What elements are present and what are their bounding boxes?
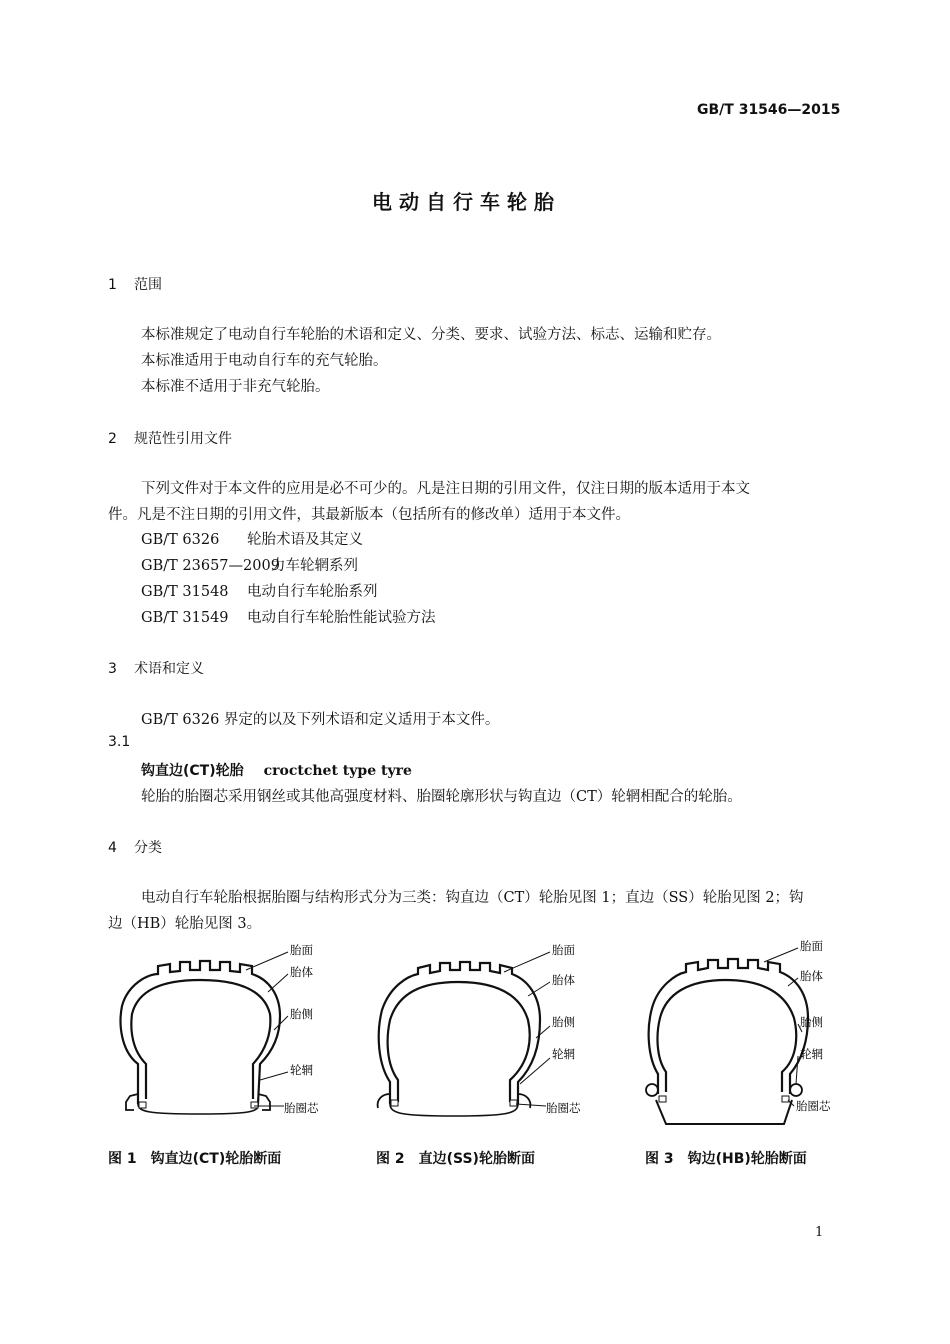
- term-definition: 轮胎的胎圈芯采用钢丝或其他高强度材料、胎圈轮廓形状与钩直边（CT）轮辋相配合的轮胎。: [141, 789, 742, 805]
- caption-text: 直边(SS)轮胎断面: [418, 1151, 535, 1167]
- standard-number: GB/T 31546—2015: [697, 102, 841, 118]
- reference-title: 电动自行车轮胎性能试验方法: [247, 610, 436, 626]
- term-heading: [141, 760, 412, 780]
- figure-1-caption: [108, 1148, 281, 1168]
- caption-text: 钩直边(CT)轮胎断面: [150, 1151, 282, 1167]
- section-number: 3: [108, 661, 117, 677]
- label-rim: 轮辋: [290, 1063, 313, 1077]
- page-title: 电动自行车轮胎: [372, 190, 561, 214]
- tyre-outline: [378, 962, 540, 1116]
- term-english: croctchet type tyre: [263, 763, 412, 779]
- caption-number: 图 3: [645, 1151, 674, 1167]
- label-sidewall: 胎侧: [552, 1015, 575, 1029]
- label-tread: 胎面: [552, 943, 575, 957]
- reference-item: [141, 606, 436, 627]
- section-1-heading: [108, 274, 162, 294]
- reference-title: 力车轮辋系列: [271, 558, 358, 574]
- figure-3-caption: [645, 1148, 807, 1168]
- paragraph: 边（HB）轮胎见图 3。: [108, 916, 262, 932]
- section-number: 4: [108, 840, 117, 856]
- figure-3-diagram: [636, 934, 886, 1134]
- tyre-outline: [121, 961, 280, 1114]
- figure-2-diagram: [368, 934, 618, 1134]
- paragraph: 下列文件对于本文件的应用是必不可少的。凡是注日期的引用文件，仅注日期的版本适用于本文: [141, 481, 750, 497]
- reference-code: GB/T 31549: [141, 610, 229, 626]
- label-carcass: 胎体: [552, 973, 575, 987]
- section-3-heading: [108, 658, 204, 678]
- label-tread: 胎面: [800, 939, 823, 953]
- label-sidewall: 胎侧: [800, 1015, 823, 1029]
- caption-number: 图 2: [376, 1151, 405, 1167]
- term-chinese: 钩直边(CT)轮胎: [141, 763, 244, 779]
- label-rim: 轮辋: [800, 1047, 823, 1061]
- label-carcass: 胎体: [290, 965, 313, 979]
- bead-core: [391, 1100, 517, 1106]
- reference-item: [141, 554, 358, 575]
- figure-1-diagram: [108, 934, 358, 1134]
- label-tread: 胎面: [290, 943, 313, 957]
- paragraph: 本标准不适用于非充气轮胎。: [141, 379, 330, 395]
- reference-title: 轮胎术语及其定义: [247, 532, 363, 548]
- caption-text: 钩边(HB)轮胎断面: [687, 1151, 807, 1167]
- reference-code: GB/T 31548: [141, 584, 229, 600]
- reference-item: [141, 528, 363, 549]
- reference-code: GB/T 23657—2009: [141, 558, 280, 574]
- section-title: 分类: [134, 840, 162, 856]
- section-number: 1: [108, 277, 117, 293]
- label-rim: 轮辋: [552, 1047, 575, 1061]
- reference-item: [141, 580, 378, 601]
- section-2-heading: [108, 428, 232, 448]
- label-carcass: 胎体: [800, 969, 823, 983]
- section-number: 2: [108, 431, 117, 447]
- bead-core: [659, 1096, 789, 1102]
- caption-number: 图 1: [108, 1151, 137, 1167]
- paragraph: GB/T 6326 界定的以及下列术语和定义适用于本文件。: [141, 712, 500, 728]
- section-4-heading: [108, 837, 162, 857]
- paragraph: 电动自行车轮胎根据胎圈与结构形式分为三类：钩直边（CT）轮胎见图 1；直边（SS）轮胎见图 2；钩: [141, 890, 804, 906]
- label-bead-core: 胎圈芯: [796, 1099, 831, 1113]
- paragraph: 件。凡是不注日期的引用文件，其最新版本（包括所有的修改单）适用于本文件。: [108, 507, 630, 523]
- label-bead-core: 胎圈芯: [284, 1101, 319, 1115]
- page-number: 1: [815, 1225, 824, 1240]
- label-bead-core: 胎圈芯: [546, 1101, 581, 1115]
- figure-2-caption: [376, 1148, 535, 1168]
- bead-core: [139, 1102, 258, 1108]
- paragraph: 本标准规定了电动自行车轮胎的术语和定义、分类、要求、试验方法、标志、运输和贮存。: [141, 327, 721, 343]
- reference-code: GB/T 6326: [141, 532, 220, 548]
- subsection-number: 3.1: [108, 734, 131, 750]
- section-title: 规范性引用文件: [134, 431, 232, 447]
- section-title: 范围: [134, 277, 162, 293]
- paragraph: 本标准适用于电动自行车的充气轮胎。: [141, 353, 388, 369]
- label-sidewall: 胎侧: [290, 1007, 313, 1021]
- reference-title: 电动自行车轮胎系列: [247, 584, 378, 600]
- section-title: 术语和定义: [134, 661, 204, 677]
